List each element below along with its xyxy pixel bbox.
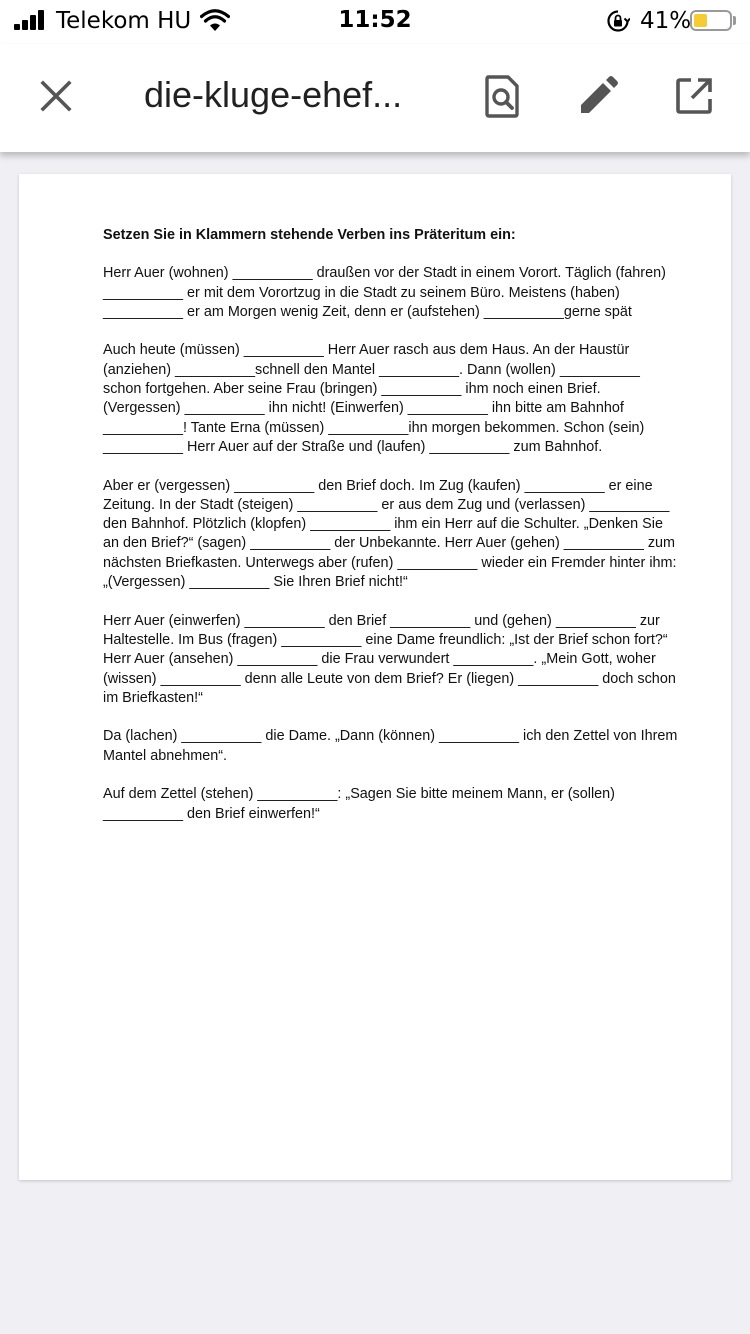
paragraph-2: Auch heute (müssen) __________ Herr Auer rasch aus dem Haus. An der Haustür (anziehen) __________schnell den Mantel __________. Dann (wollen) __________ schon fortgehen. Aber seine Frau (bringen) __________ ihm noch einen Brief. (Vergessen) __________ ihn nicht! (Einwerfen) __________ ihn bitte am Bahnhof __________! Tante Erna (müssen) __________ihn morgen bekommen. Schon (sein) __________ Herr Auer auf der Straße und (laufen) __________ zum Bahnhof. [103,342,645,455]
exercise-heading: Setzen Sie in Klammern stehende Verben ins Präteritum ein: [103,227,516,243]
orientation-lock-icon [606,9,630,33]
find-in-document-button[interactable] [474,68,530,124]
document-title: die-kluge-ehef... [144,74,403,115]
open-externally-button[interactable] [666,68,722,124]
paragraph-6: Auf dem Zettel (stehen) __________: „Sagen Sie bitte meinem Mann, er (sollen) __________ den Brief einwerfen!“ [103,786,615,822]
battery-icon [690,10,732,31]
paragraph-3: Aber er (vergessen) __________ den Brief doch. Im Zug (kaufen) __________ er eine Zeitung. In der Stadt (steigen) __________ er aus dem Zug und (verlassen) __________ den Bahnhof. Plötzlich (klopfen) __________ ihm ein Herr auf die Schulter. „Denken Sie an den Brief?“ (sagen) __________ der Unbekannte. Herr Auer (gehen) __________ zum nächsten Briefkasten. Unterwegs aber (rufen) __________ wieder ein Fremder hinter ihm: „(Vergessen) __________ Sie Ihren Brief nicht!“ [103,477,677,591]
document-content [103,226,679,843]
edit-pencil-icon [578,76,618,116]
paragraph-4: Herr Auer (einwerfen) __________ den Brief __________ und (gehen) __________ zur Haltestelle. Im Bus (fragen) __________ eine Dame freundlich: „Ist der Brief schon fort?“ Herr Auer (ansehen) __________ die Frau verwundert __________. „Mein Gott, woher (wissen) __________ denn alle Leute von dem Brief? Er (liegen) __________ doch schon im Briefkasten!“ [103,612,676,706]
paragraph-5: Da (lachen) __________ die Dame. „Dann (können) __________ ich den Zettel von Ihrem Mantel abnehmen“. [103,728,678,764]
edit-button[interactable] [570,68,626,124]
battery-level [694,14,707,27]
close-icon [39,79,73,113]
battery-percentage: 41% [640,8,692,34]
viewer-toolbar [0,44,750,152]
carrier-name: Telekom HU [56,8,192,34]
open-external-icon [674,76,714,116]
find-in-page-icon [484,74,520,118]
battery-tip [733,16,736,25]
status-bar [0,0,750,44]
document-page[interactable] [19,174,731,1180]
close-button[interactable] [28,68,84,124]
paragraph-1: Herr Auer (wohnen) __________ draußen vor der Stadt in einem Vorort. Täglich (fahren) __________ er mit dem Vorortzug in die Stadt zu seinem Büro. Meistens (haben) __________ er am Morgen wenig Zeit, denn er (aufstehen) __________gerne spät [103,265,666,320]
clock: 11:52 [338,7,412,33]
